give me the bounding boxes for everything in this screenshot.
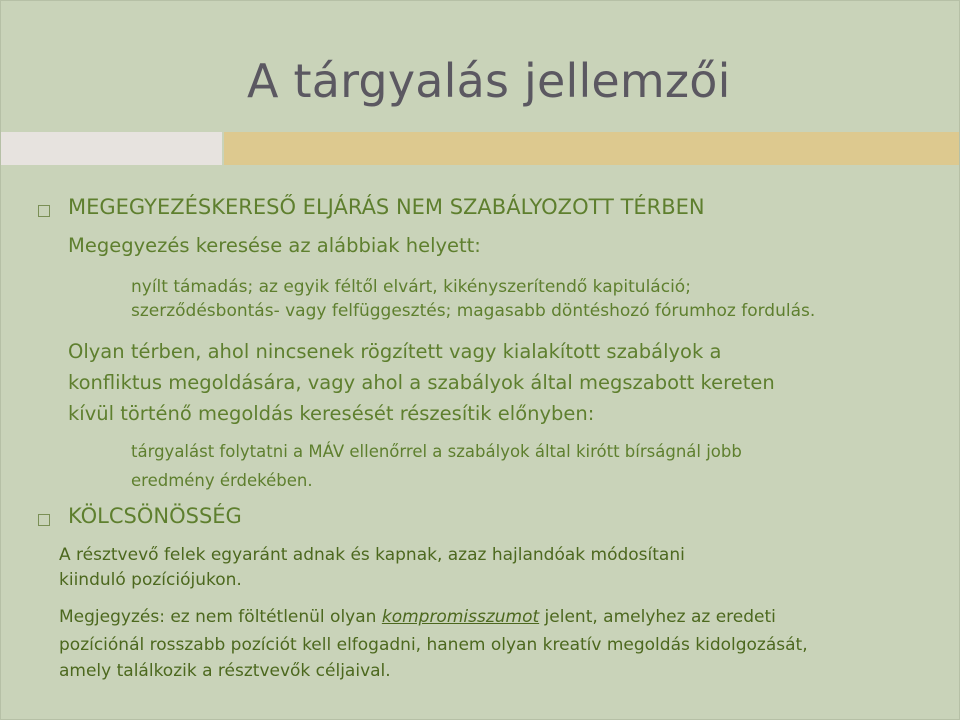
page-title: A tárgyalás jellemzői: [247, 54, 731, 108]
bullet-square-icon: [38, 514, 50, 526]
note-term-compromise: kompromisszumot: [381, 607, 540, 627]
example-line-2: eredmény érdekében.: [131, 471, 313, 490]
paragraph-line-2: konfliktus megoldására, vagy ahol a szabályok által megszabott kereten: [68, 371, 775, 394]
bullet-square-icon: [38, 205, 50, 217]
slide-content: [1, 1, 960, 720]
section-heading-2: KÖLCSÖNÖSSÉG: [68, 504, 242, 528]
body-line-2: kiinduló pozíciójukon.: [59, 570, 242, 590]
example-line-1: tárgyalást folytatni a MÁV ellenőrrel a szabályok által kirótt bírságnál jobb: [131, 442, 742, 461]
sub-heading: Megegyezés keresése az alábbiak helyett:: [68, 234, 481, 257]
body-line-1: A résztvevő felek egyaránt adnak és kapnak, azaz hajlandóak módosítani: [59, 545, 685, 565]
note-text-after: jelent, amelyhez az eredeti: [539, 607, 776, 627]
section-heading-1: MEGEGYEZÉSKERESŐ ELJÁRÁS NEM SZABÁLYOZOTT TÉRBEN: [68, 195, 705, 219]
note-line-1: [59, 607, 776, 627]
paragraph-line-3: kívül történő megoldás keresését részesítik előnyben:: [68, 402, 595, 425]
note-text-before: Megjegyzés: ez nem föltétlenül olyan: [59, 607, 382, 627]
sub-item-1: nyílt támadás; az egyik féltől elvárt, kikényszerítendő kapituláció;: [131, 277, 691, 297]
paragraph-line-1: Olyan térben, ahol nincsenek rögzített vagy kialakított szabályok a: [68, 340, 722, 363]
sub-item-2: szerződésbontás- vagy felfüggesztés; magasabb döntéshozó fórumhoz fordulás.: [131, 301, 816, 321]
note-line-3: amely találkozik a résztvevők céljaival.: [59, 661, 391, 681]
note-line-2: pozíciónál rosszabb pozíciót kell elfogadni, hanem olyan kreatív megoldás kidolgozását,: [59, 635, 808, 655]
